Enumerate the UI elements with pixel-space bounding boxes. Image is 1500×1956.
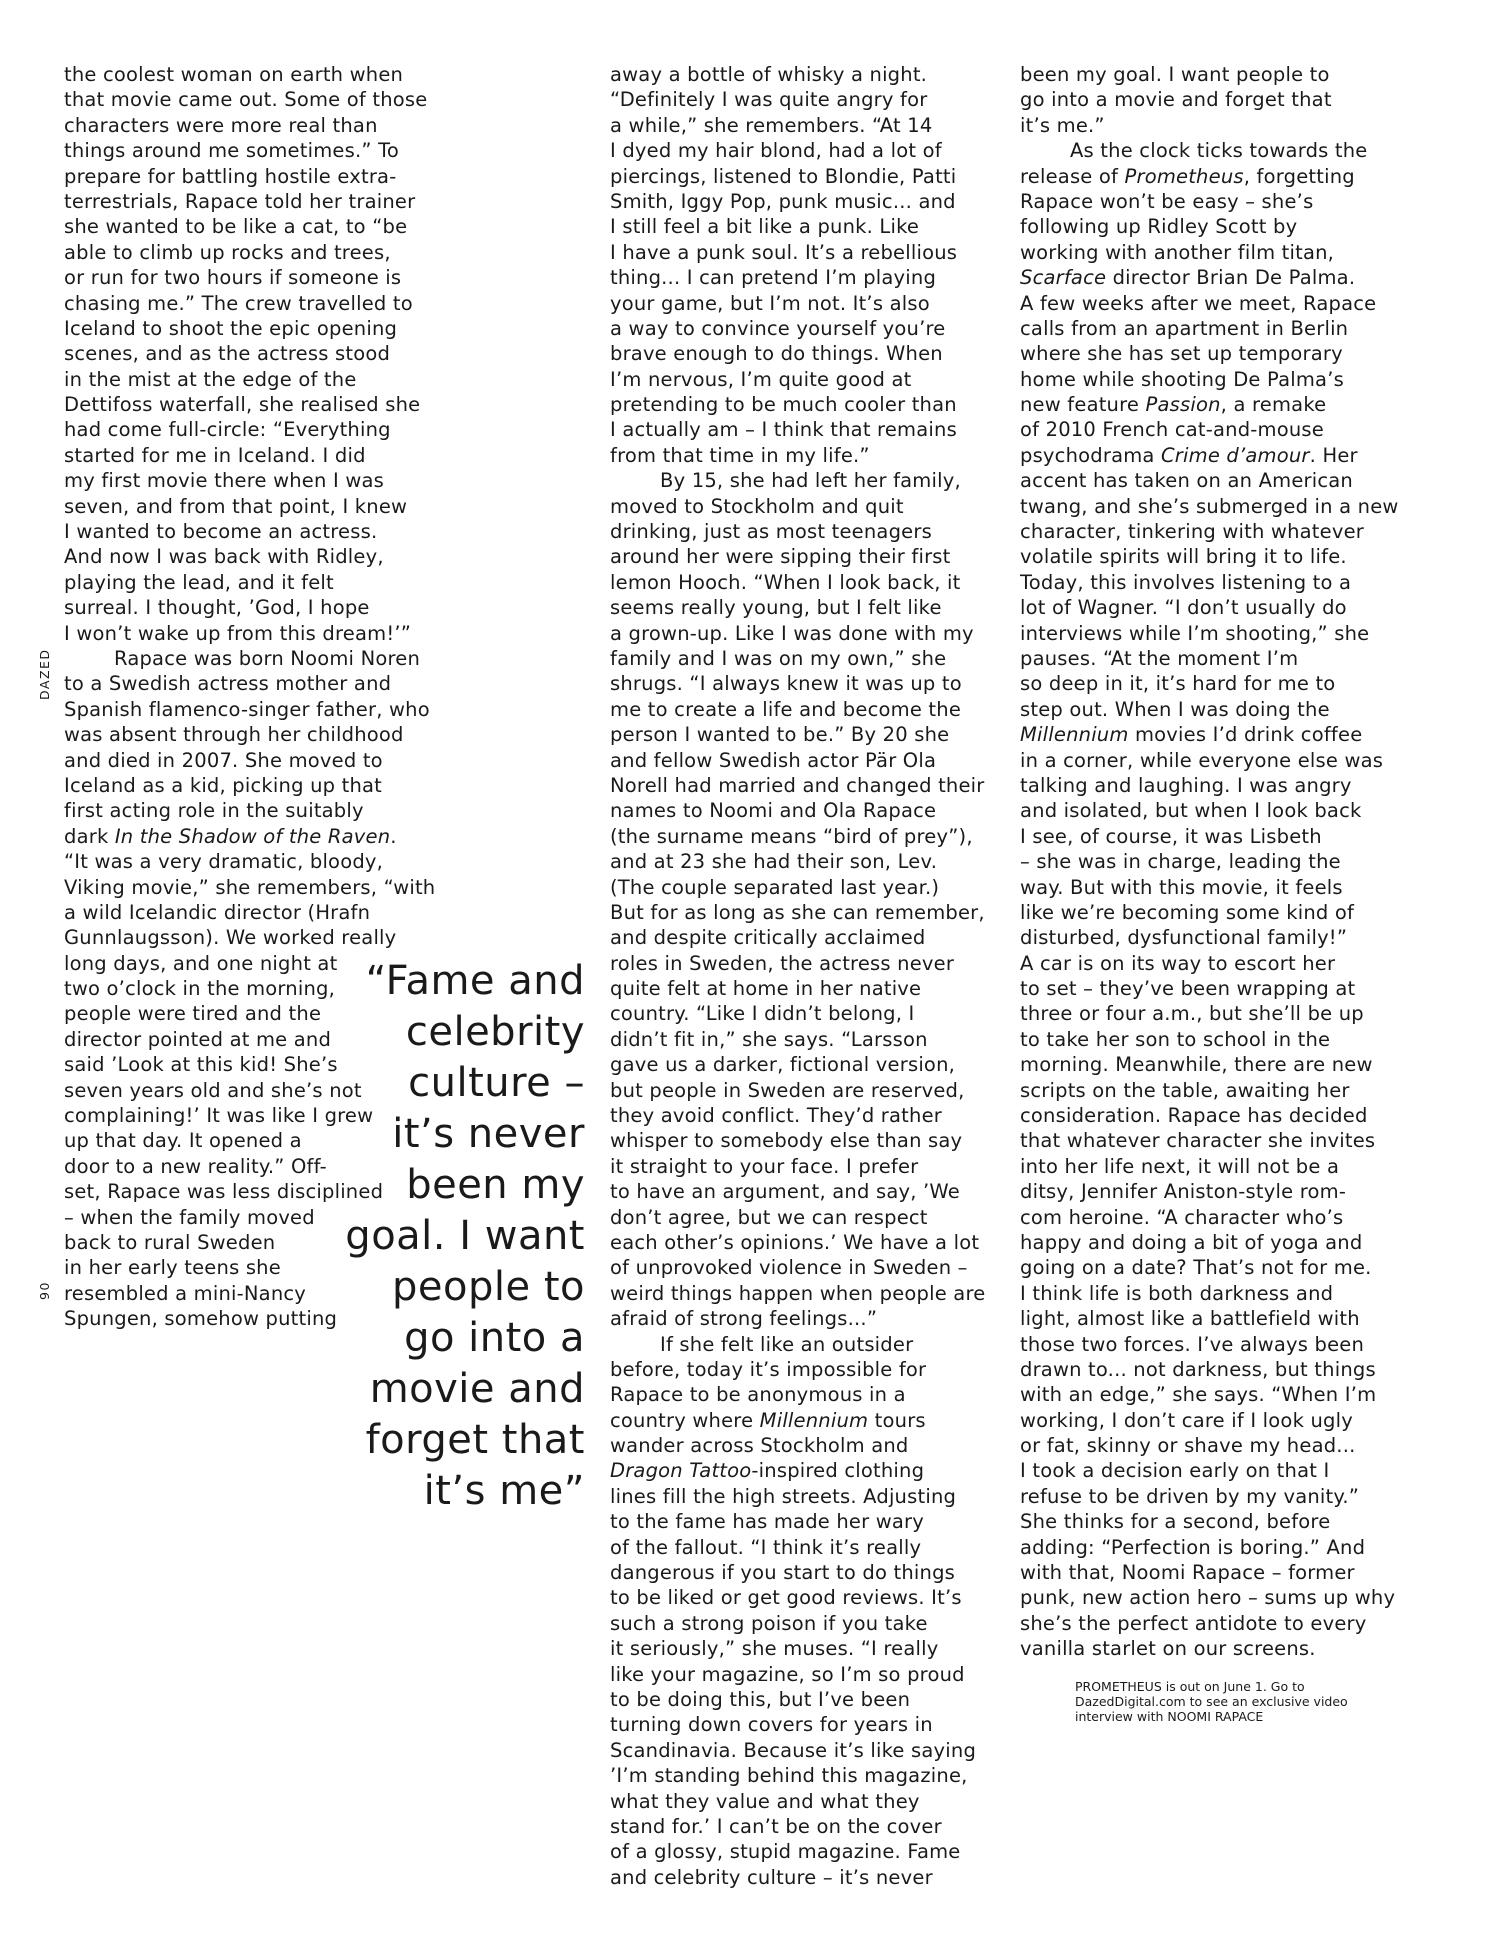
text-line	[1020, 443, 1420, 468]
text-line: been my goal. I want people to	[1020, 63, 1330, 86]
text-run: . Her	[1309, 443, 1358, 467]
text-line: piercings, listened to Blondie, Patti	[610, 164, 957, 188]
text-line: people were tired and the	[64, 1002, 322, 1026]
pull-quote-line: goal. I want	[345, 1213, 585, 1259]
text-line: that whatever character she invites	[1020, 1129, 1376, 1153]
text-line: and celebrity culture – it’s never	[610, 1865, 933, 1889]
magazine-name: DAZED	[37, 648, 52, 700]
text-line: to be doing this, but I’ve been	[610, 1688, 911, 1711]
film-title: In the Shadow of the Raven	[114, 824, 391, 848]
pull-quote-line: it’s never	[392, 1111, 585, 1157]
text-line: go into a movie and forget that	[1020, 88, 1332, 112]
text-line: and despite critically acclaimed	[610, 926, 926, 950]
text-line: Iceland to shoot the epic opening	[64, 316, 398, 340]
text-line: Rapace won’t be easy – she’s	[1020, 189, 1314, 213]
film-title: Passion	[1145, 393, 1221, 417]
text-line: working with another film titan,	[1020, 240, 1335, 264]
text-line: adding: “Perfection is boring.” And	[1020, 1535, 1366, 1559]
film-title: Crime d’amour	[1160, 443, 1310, 467]
pull-quote	[300, 956, 585, 1517]
text-line: working, I don’t care if I look ugly	[1020, 1408, 1353, 1432]
text-line: first acting role in the suitably	[64, 799, 364, 823]
text-line: lot of Wagner. “I don’t usually do	[1020, 596, 1347, 620]
text-line: surreal. I thought, ’God, I hope	[64, 596, 370, 620]
text-line: drinking, just as most teenagers	[610, 520, 932, 544]
text-line: like your magazine, so I’m so proud	[610, 1662, 965, 1686]
text-line: the coolest woman on earth when	[64, 63, 404, 86]
text-line: prepare for battling hostile extra-	[64, 164, 397, 188]
text-line: punk, new action hero – sums up why	[1020, 1586, 1396, 1610]
text-line: characters were more real than	[64, 113, 378, 137]
page-number: 90	[37, 1281, 52, 1300]
text-line: disturbed, dysfunctional family!”	[1020, 926, 1348, 950]
text-line: terrestrials, Rapace told her trainer	[64, 189, 416, 213]
pull-quote-line: people to	[392, 1264, 585, 1310]
text-line: I’m nervous, I’m quite good at	[610, 367, 912, 391]
text-run: , a remake	[1220, 393, 1327, 417]
text-line: home while shooting De Palma’s	[1020, 367, 1344, 391]
text-line: to set – they’ve been wrapping at	[1020, 977, 1356, 1001]
text-line	[610, 1408, 1010, 1433]
text-line: to the fame has made her wary	[610, 1510, 924, 1534]
text-line: seven years old and she’s not	[64, 1078, 362, 1102]
text-line: seems really young, but I felt like	[610, 596, 942, 620]
text-run: psychodrama	[1020, 443, 1155, 467]
text-line: drawn to... not darkness, but things	[1020, 1357, 1376, 1381]
text-line: don’t agree, but we can respect	[610, 1205, 928, 1229]
text-line: up that day. It opened a	[64, 1129, 302, 1153]
text-line	[1020, 265, 1420, 290]
text-line: back to rural Sweden	[64, 1230, 276, 1254]
text-line: calls from an apartment in Berlin	[1020, 316, 1349, 340]
text-line: Rapace to be anonymous in a	[610, 1383, 906, 1407]
text-line: in her early teens she	[64, 1256, 281, 1280]
text-run: director Brian De Palma.	[1112, 266, 1356, 290]
text-line: a while,” she remembers. “At 14	[610, 113, 933, 137]
text-line: Today, this involves listening to a	[1020, 570, 1352, 594]
text-line: door to a new reality.” Off-	[64, 1154, 327, 1178]
text-line: happy and doing a bit of yoga and	[1020, 1230, 1363, 1254]
text-line: or run for two hours if someone is	[64, 266, 402, 290]
text-line: or fat, skinny or shave my head...	[1020, 1434, 1356, 1458]
credit-line: interview with NOOMI RAPACE	[1075, 1709, 1264, 1724]
text-line: A car is on its way to escort her	[1020, 951, 1336, 975]
pull-quote-line: been my	[406, 1162, 585, 1208]
text-line: moved to Stockholm and quit	[610, 494, 904, 518]
text-line: playing the lead, and it felt	[64, 570, 334, 594]
film-title: Prometheus	[1124, 164, 1244, 188]
text-line: consideration. Rapace has decided	[1020, 1104, 1368, 1128]
text-line: she’s the perfect antidote to every	[1020, 1611, 1367, 1635]
text-line: resembled a mini-Nancy	[64, 1281, 307, 1305]
text-line: I wanted to become an actress.	[64, 520, 378, 544]
text-line: to be liked or get good reviews. It’s	[610, 1586, 962, 1610]
text-run: movies I’d drink coffee	[1134, 723, 1363, 747]
text-line: interviews while I’m shooting,” she	[1020, 621, 1370, 645]
text-line: refuse to be driven by my vanity.”	[1020, 1484, 1360, 1508]
text-line: By 15, she had left her family,	[660, 469, 961, 493]
text-line: around her were sipping their first	[610, 545, 951, 569]
text-line: a way to convince yourself you’re	[610, 316, 946, 340]
text-line: my first movie there when I was	[64, 469, 384, 493]
text-line: step out. When I was doing the	[1020, 697, 1330, 721]
text-line: gave us a darker, fictional version,	[610, 1053, 956, 1077]
text-line: of 2010 French cat-and-mouse	[1020, 418, 1324, 442]
text-line: As the clock ticks towards the	[1070, 139, 1368, 163]
text-run: .	[390, 824, 397, 848]
text-line: so deep in it, it’s hard for me to	[1020, 672, 1336, 696]
text-line: I won’t wake up from this dream!’”	[64, 621, 412, 645]
text-line: shrugs. “I always knew it was up to	[610, 672, 962, 696]
text-line: names to Noomi and Ola Rapace	[610, 799, 937, 823]
text-line: like we’re becoming some kind of	[1020, 900, 1355, 924]
text-line: brave enough to do things. When	[610, 342, 943, 366]
pull-quote-line: go into a	[404, 1315, 585, 1361]
film-title: Millennium	[759, 1408, 869, 1432]
text-line: vanilla starlet on our screens.	[1020, 1637, 1316, 1661]
text-line: to take her son to school in the	[1020, 1027, 1331, 1051]
text-line: but people in Sweden are reserved,	[610, 1078, 965, 1102]
text-line: whisper to somebody else than say	[610, 1129, 963, 1153]
text-line: ditsy, Jennifer Aniston-style rom-	[1020, 1180, 1347, 1204]
credit-line: PROMETHEUS is out on June 1. Go to	[1075, 1679, 1305, 1694]
text-line: Iceland as a kid, picking up that	[64, 773, 383, 797]
text-line	[64, 824, 464, 849]
text-line: thing... I can pretend I’m playing	[610, 266, 937, 290]
pull-quote-line: forget that	[365, 1417, 585, 1463]
text-line	[1020, 164, 1420, 189]
text-line: If she felt like an outsider	[660, 1332, 914, 1356]
text-run: new feature	[1020, 393, 1140, 417]
text-line: Scandinavia. Because it’s like saying	[610, 1738, 977, 1762]
text-line: way. But with this movie, it feels	[1020, 875, 1343, 899]
text-line: – when the family moved	[64, 1205, 315, 1229]
text-line: chasing me.” The crew travelled to	[64, 291, 413, 315]
text-line: country. “Like I didn’t belong, I	[610, 1002, 915, 1026]
text-line: with that, Noomi Rapace – former	[1020, 1561, 1355, 1585]
text-line: it seriously,” she muses. “I really	[610, 1637, 939, 1661]
text-run: , forgetting	[1243, 164, 1355, 188]
text-line: Viking movie,” she remembers, “with	[64, 875, 436, 899]
text-line: seven, and from that point, I knew	[64, 494, 408, 518]
text-line: three or four a.m., but she’ll be up	[1020, 1002, 1364, 1026]
text-line: before, today it’s impossible for	[610, 1357, 927, 1381]
text-line: light, almost like a battlefield with	[1020, 1307, 1360, 1331]
text-line: was absent through her childhood	[64, 723, 404, 747]
text-line: Rapace was born Noomi Noren	[114, 646, 421, 670]
text-line: Gunnlaugsson). We worked really	[64, 926, 397, 950]
text-line: dangerous if you start to do things	[610, 1561, 956, 1585]
text-line: two o’clock in the morning,	[64, 977, 336, 1001]
text-line: and at 23 she had their son, Lev.	[610, 850, 938, 874]
text-line: But for as long as she can remember,	[610, 900, 985, 924]
text-line: scripts on the table, awaiting her	[1020, 1078, 1350, 1102]
text-line: able to climb up rocks and trees,	[64, 240, 391, 264]
text-line: person I wanted to be.” By 20 she	[610, 723, 950, 747]
text-line: Norell had married and changed their	[610, 773, 985, 797]
text-line: And now I was back with Ridley,	[64, 545, 384, 569]
text-line: into her life next, it will not be a	[1020, 1154, 1340, 1178]
text-line: Spanish flamenco-singer father, who	[64, 697, 430, 721]
text-run: -inspired clothing	[751, 1459, 925, 1483]
text-line: started for me in Iceland. I did	[64, 443, 366, 467]
pull-quote-line: “Fame and	[365, 958, 585, 1004]
film-title: Scarface	[1020, 266, 1107, 290]
text-line: going on a date? That’s not for me.	[1020, 1256, 1372, 1280]
text-line: scenes, and as the actress stood	[64, 342, 391, 366]
text-line: character, tinkering with whatever	[1020, 520, 1364, 544]
pull-quote-line: culture –	[408, 1060, 585, 1106]
text-line: and fellow Swedish actor Pär Ola	[610, 748, 937, 772]
text-line: turning down covers for years in	[610, 1713, 933, 1737]
text-line: – she was in charge, leading the	[1020, 850, 1341, 874]
text-line: pretending to be much cooler than	[610, 393, 957, 417]
pull-quote-line: celebrity	[405, 1009, 585, 1055]
text-line: complaining!’ It was like I grew	[64, 1104, 374, 1128]
text-line: roles in Sweden, the actress never	[610, 951, 955, 975]
text-line: said ’Look at this kid! She’s	[64, 1053, 338, 1077]
text-line: lines fill the high streets. Adjusting	[610, 1484, 957, 1508]
text-line: I see, of course, it was Lisbeth	[1020, 824, 1322, 848]
text-line: had come full-circle: “Everything	[64, 418, 391, 442]
text-line: it straight to your face. I prefer	[610, 1154, 919, 1178]
text-line: what they value and what they	[610, 1789, 920, 1813]
article-credit	[1075, 1679, 1348, 1724]
text-line: com heroine. “A character who’s	[1020, 1205, 1344, 1229]
text-line: of the fallout. “I think it’s really	[610, 1535, 922, 1559]
text-line: (The couple separated last year.)	[610, 875, 940, 899]
film-title: Dragon Tattoo	[610, 1459, 752, 1483]
text-line: pauses. “At the moment I’m	[1020, 646, 1299, 670]
text-line: Dettifoss waterfall, she realised she	[64, 393, 421, 417]
text-line: of a glossy, stupid magazine. Fame	[610, 1840, 961, 1864]
text-line: A few weeks after we meet, Rapace	[1020, 291, 1377, 315]
pull-quote-line: it’s me”	[423, 1468, 585, 1514]
text-line: I took a decision early on that I	[1020, 1459, 1330, 1483]
text-line: things around me sometimes.” To	[64, 139, 399, 163]
text-line: volatile spirits will bring it to life.	[1020, 545, 1347, 569]
text-line: and died in 2007. She moved to	[64, 748, 383, 772]
text-line: quite felt at home in her native	[610, 977, 922, 1001]
text-line	[610, 1458, 1010, 1483]
text-run: tours	[874, 1408, 926, 1432]
article-column-3	[1020, 62, 1420, 1662]
text-line: director pointed at me and	[64, 1027, 332, 1051]
text-line: from that time in my life.”	[610, 443, 870, 467]
text-line: to a Swedish actress mother and	[64, 672, 392, 696]
text-line	[1020, 392, 1420, 417]
text-line: I dyed my hair blond, had a lot of	[610, 139, 942, 163]
text-line: and isolated, but when I look back	[1020, 799, 1362, 823]
text-line: me to create a life and become the	[610, 697, 962, 721]
text-line: weird things happen when people are	[610, 1281, 986, 1305]
text-line: ’I’m standing behind this magazine,	[610, 1764, 968, 1788]
text-line: stand for.’ I can’t be on the cover	[610, 1814, 942, 1838]
text-line: Spungen, somehow putting	[64, 1307, 338, 1331]
text-line: it’s me.”	[1020, 113, 1105, 137]
text-line: long days, and one night at	[64, 951, 338, 975]
text-line: each other’s opinions.’ We have a lot	[610, 1230, 980, 1254]
text-line: twang, and she’s submerged in a new	[1020, 494, 1399, 518]
text-line: (the surname means “bird of prey”),	[610, 824, 973, 848]
text-line: Smith, Iggy Pop, punk music... and	[610, 189, 956, 213]
text-line: she wanted to be like a cat, to “be	[64, 215, 408, 239]
text-line: She thinks for a second, before	[1020, 1510, 1331, 1534]
text-line: to have an argument, and say, ’We	[610, 1180, 960, 1204]
text-line: “It was a very dramatic, bloody,	[64, 850, 384, 874]
text-line: with an edge,” she says. “When I’m	[1020, 1383, 1377, 1407]
text-line: “Definitely I was quite angry for	[610, 88, 928, 112]
text-run: country where	[610, 1408, 754, 1432]
text-line: I still feel a bit like a punk. Like	[610, 215, 920, 239]
text-line: of unprovoked violence in Sweden –	[610, 1256, 968, 1280]
pull-quote-line: movie and	[369, 1366, 585, 1412]
text-line: following up Ridley Scott by	[1020, 215, 1298, 239]
text-line: talking and laughing. I was angry	[1020, 773, 1352, 797]
article-column-2	[610, 62, 1010, 1890]
text-line: morning. Meanwhile, there are new	[1020, 1053, 1373, 1077]
text-line: accent has taken on an American	[1020, 469, 1353, 493]
text-line: that movie came out. Some of those	[64, 88, 428, 112]
text-line: afraid of strong feelings...”	[610, 1307, 878, 1331]
text-line: away a bottle of whisky a night.	[610, 63, 928, 86]
text-run: dark	[64, 824, 109, 848]
credit-line: DazedDigital.com to see an exclusive video	[1075, 1694, 1348, 1709]
text-line: lemon Hooch. “When I look back, it	[610, 570, 961, 594]
text-line: where she has set up temporary	[1020, 342, 1343, 366]
text-line: set, Rapace was less disciplined	[64, 1180, 384, 1204]
text-line: I think life is both darkness and	[1020, 1281, 1334, 1305]
text-line	[1020, 722, 1420, 747]
text-line: such a strong poison if you take	[610, 1611, 928, 1635]
text-line: didn’t fit in,” she says. “Larsson	[610, 1027, 928, 1051]
text-line: your game, but I’m not. It’s also	[610, 291, 930, 315]
text-line: a wild Icelandic director (Hrafn	[64, 900, 371, 924]
text-line: I actually am – I think that remains	[610, 418, 957, 442]
text-line: wander across Stockholm and	[610, 1434, 909, 1458]
text-run: release of	[1020, 164, 1119, 188]
text-line: those two forces. I’ve always been	[1020, 1332, 1365, 1356]
text-line: I have a punk soul. It’s a rebellious	[610, 240, 958, 264]
text-line: a grown-up. Like I was done with my	[610, 621, 974, 645]
film-title: Millennium	[1020, 723, 1129, 747]
text-line: they avoid conflict. They’d rather	[610, 1104, 942, 1128]
text-line: in the mist at the edge of the	[64, 367, 357, 391]
text-line: in a corner, while everyone else was	[1020, 748, 1384, 772]
text-line: family and I was on my own,” she	[610, 646, 947, 670]
